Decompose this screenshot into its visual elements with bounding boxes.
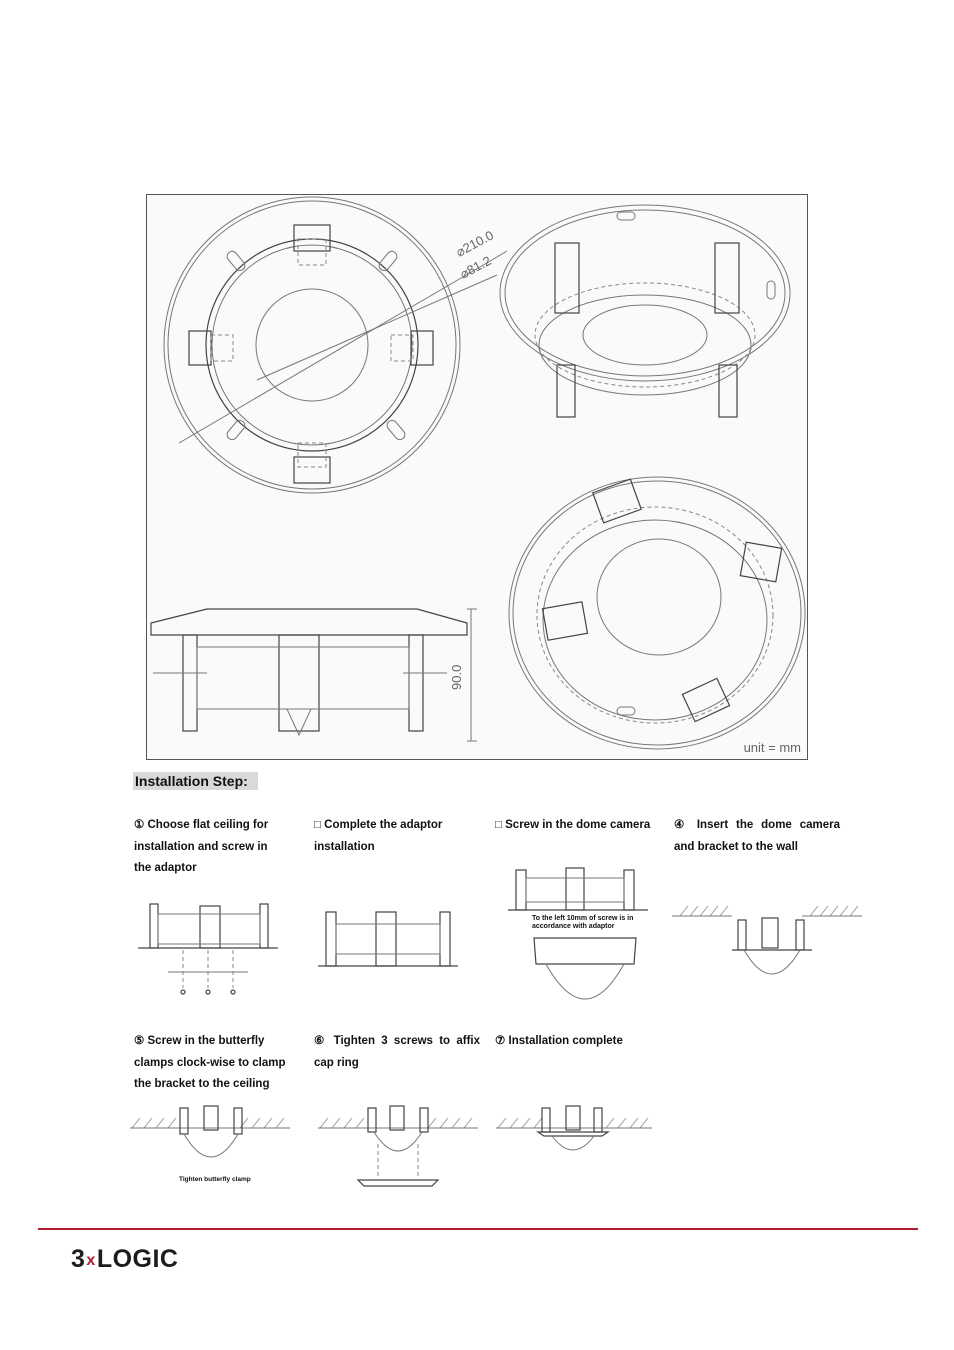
step-2-text: □ Complete the adaptor installation: [314, 819, 443, 853]
step-7-illustration: [496, 1104, 652, 1160]
dimension-drawing: [146, 194, 808, 760]
step-2-illustration: [318, 908, 458, 974]
underside-view: [509, 477, 805, 749]
unit-label: unit = mm: [743, 740, 801, 755]
step-6-illustration: [318, 1104, 478, 1190]
side-view: [151, 609, 477, 741]
section-heading: Installation Step:: [133, 772, 258, 790]
step-6-text: ⑥ Tighten 3 screws to affix cap ring: [314, 1035, 480, 1069]
logo-prefix: 3: [71, 1245, 86, 1273]
step-1-text: ① Choose flat ceiling for installation and screw in the adaptor: [134, 819, 269, 874]
drawing-svg: [147, 195, 807, 759]
top-view: [164, 197, 507, 493]
step-3-illustration-dome: [530, 934, 640, 1010]
logo-suffix: LOGIC: [96, 1245, 179, 1273]
step-3-text: □ Screw in the dome camera: [495, 819, 651, 831]
step-1-illustration: [138, 900, 278, 1000]
step-4-text: ④ Insert the dome camera and bracket to the wall: [674, 819, 840, 853]
step-3-illustration-top: [508, 866, 648, 916]
dim-outer-label: ⌀210.0: [453, 227, 497, 260]
footer-divider: [38, 1228, 918, 1230]
dim-height-label: 90.0: [449, 664, 464, 690]
logo-x: x: [86, 1252, 96, 1269]
step-5-text: ⑤ Screw in the butterfly clamps clock-wise to clamp the bracket to the ceiling: [134, 1035, 286, 1090]
perspective-view: [500, 205, 790, 417]
dim-inner-label: ⌀81.2: [457, 252, 494, 282]
step-5-illustration: [130, 1104, 290, 1176]
step-3-note: To the left 10mm of screw is in accordance with adaptor: [532, 915, 634, 930]
step-4-illustration: [672, 902, 862, 982]
step-5-note: Tighten butterfly clamp: [179, 1176, 251, 1183]
company-logo: [71, 1245, 178, 1274]
step-7-text: ⑦ Installation complete: [495, 1035, 623, 1047]
